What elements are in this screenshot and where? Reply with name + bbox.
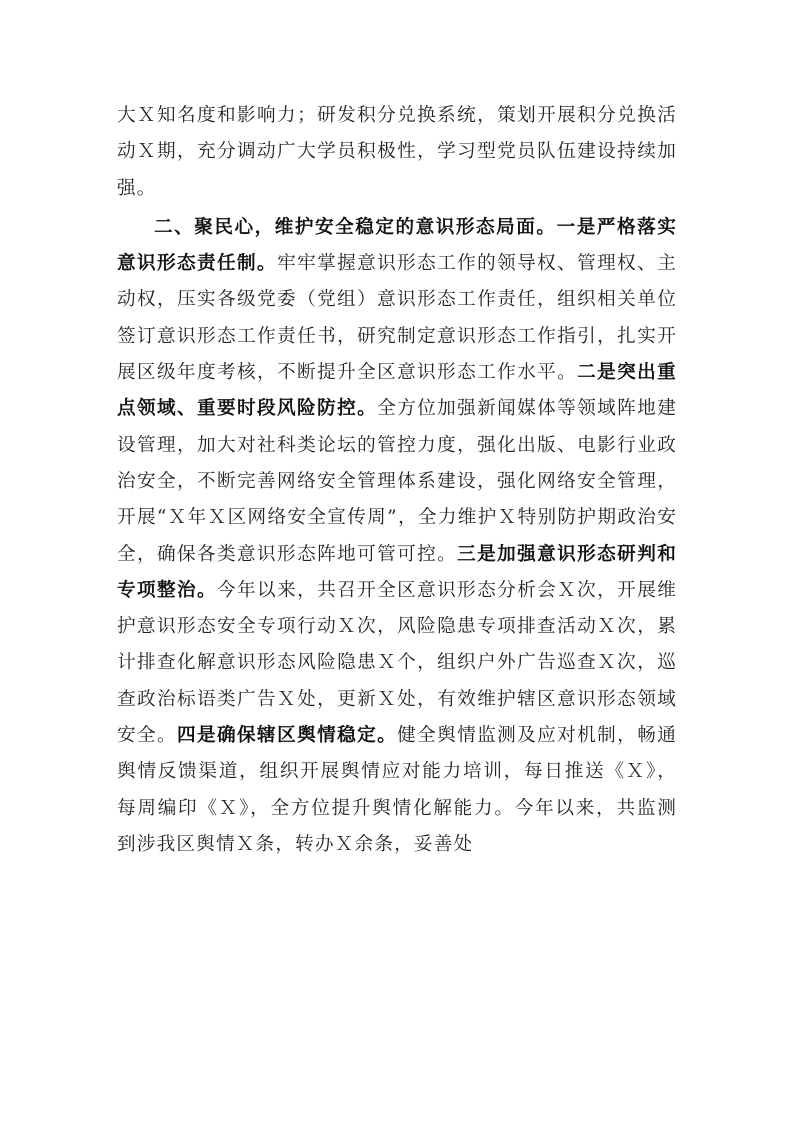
section-paragraph [117, 210, 677, 863]
point-text-3: 今年以来，共召开全区意识形态分析会Ｘ次，开展维护意识形态安全专项行动Ｘ次，风险隐患专项排查活动Ｘ次，累计排查化解意识形态风险隐患Ｘ个，组织户外广告巡查Ｘ次，巡查政治标语类广告Ｘ处，更新Ｘ处，有效维护辖区意识形态领域安全。 [117, 579, 677, 747]
document-body [117, 98, 677, 863]
section-heading: 二、聚民心，维护安全稳定的意识形态局面。 [154, 216, 557, 238]
point-title-1: 一是严格落实意识形态责任制。 [117, 216, 677, 275]
point-text-1: 牢牢掌握意识形态工作的领导权、管理权、主动权，压实各级党委（党组）意识形态工作责任，组织相关单位签订意识形态工作责任书，研究制定意识形态工作指引，扎实开展区级年度考核，不断提升全区意识形态工作水平。 [117, 253, 677, 384]
paragraph-continued [117, 98, 677, 207]
point-title-3: 三是加强意识形态研判和专项整治。 [117, 543, 677, 601]
point-text-4: 健全舆情监测及应对机制，畅通舆情反馈渠道，组织开展舆情应对能力培训，每日推送《Ｘ》，每周编印《Ｘ》，全方位提升舆情化解能力。今年以来，共监测到涉我区舆情Ｘ条，转办Ｘ余条，妥善处 [117, 725, 677, 855]
point-title-4: 四是确保辖区舆情稳定。 [177, 725, 398, 747]
point-text-2: 全方位加强新闻媒体等领域阵地建设管理，加大对社科类论坛的管控力度，强化出版、电影行业政治安全，不断完善网络安全管理体系建设，强化网络安全管理，开展“Ｘ年Ｘ区网络安全宣传周”，全力维护Ｘ特别防护期政治安全，确保各类意识形态阵地可管可控。 [117, 398, 677, 565]
point-title-2: 二是突出重点领域、重要时段风险防控。 [117, 362, 677, 420]
paragraph-text: 大Ｘ知名度和影响力；研发积分兑换系统，策划开展积分兑换活动Ｘ期，充分调动广大学员积极性，学习型党员队伍建设持续加强。 [117, 105, 677, 199]
